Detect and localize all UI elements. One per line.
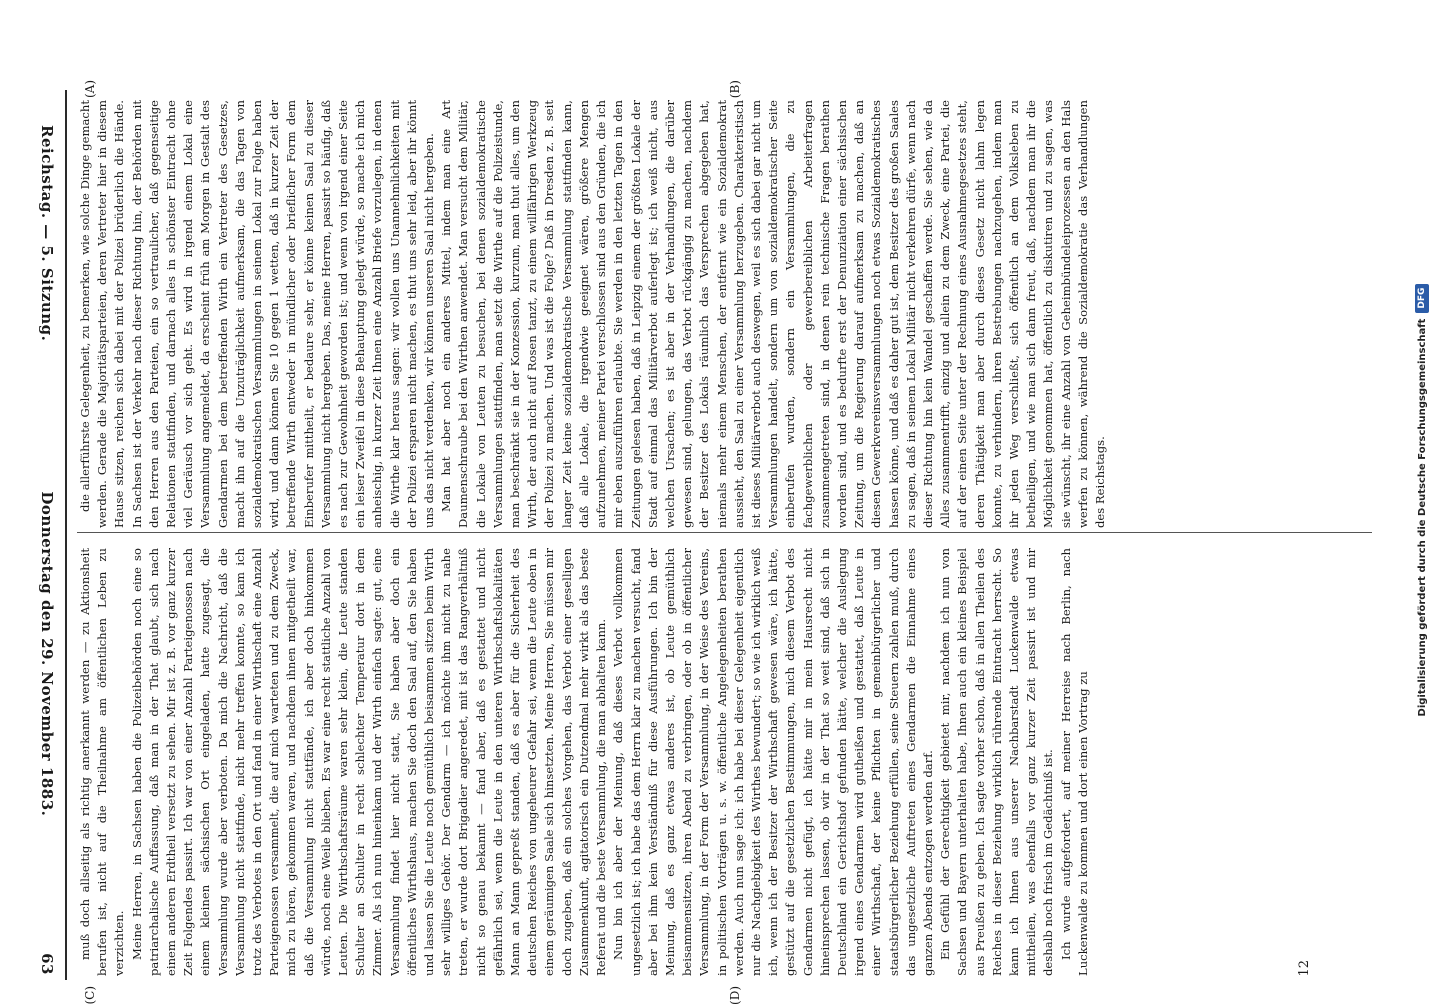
credit-text: Digitalisierung gefördert durch die Deutsche Forschungsgemeinschaft: [1416, 318, 1428, 717]
margin-marker-c: (C): [83, 986, 97, 1005]
page-header: [32, 95, 62, 975]
left-paragraph: Man hat aber noch ein anderes Mittel, indem man eine Art Daumenschraube bei den Wirthen anwendet. Man versucht dem Militär, die Lokale von Leuten zu besuchen, bei denen sozialdemokratische Versammlungen stattfinden, man setzt die Wirthe auf die Polizeistunde, man beschränkt sie in der Konzession, kurzum, man thut alles, um den Wirth, der auch nicht auf Rosen tanzt, zu einem willfährigen Werkzeug der Polizei zu machen. Und was ist die Folge? Daß in Dresden z. B. seit langer Zeit keine sozialdemokratische Versammlung stattfinden kann, daß alle Lokale, die irgendwie geeignet wären, größere Mengen aufzunehmen, meiner Partei verschlossen sind aus den Gründen, die ich mir eben auszuführen erlaubte. Sie werden in den letzten Tagen in den Zeitungen gelesen haben, daß in Leipzig einem der größten Lokale der Stadt auf einmal das Militärverbot auferlegt ist; ich weiß nicht, aus welchen Ursachen; es ist aber in der Verhandlungen, die darüber gewesen sind, gelungen, das Verbot rückgängig zu machen, nachdem der Besitzer des Lokals räumlich das Versprechen abgegeben hat, niemals mehr einem Menschen, der entfernt wie ein Sozialdemokrat aussieht, den Saal zu einer Versammlung herzugeben. Charakteristisch ist dieses Militärverbot auch deswegen, weil es sich dabei gar nicht um Versammlungen handelt, sondern um von sozialdemokratischer Seite einberufen wurden, sondern ein Versammlungen, die zu fachgewerblichen oder gewerbereiblichen Arbeiterfragen zusammengetreten sind, in denen rein technische Fragen berathen worden sind, und es bedurfte erst der Denunziation einer sächsischen Zeitung, um die Regierung darauf aufmerksam zu machen, daß an diesen Gewerkvereinsversammlungen noch etwas Sozialdemokratisches hassen könne, und daß es daher gut ist, dem Besitzer des großen Saales zu sagen, daß in seinem Lokal Militär nicht verkehren dürfe, wenn nach dieser Richtung hin kein Wandel geschaffen werde. Sie sehen, wie da Alles zusammentrifft, einzig und allein zu dem Zweck, eine Partei, die auf der einen Seite unter der Rechnung eines Ausnahmegesetzes steht, deren Thätigkeit man aber durch dieses Gesetz nicht lahm legen konnte, zu verhindern, ihren Bestrebungen nachzugehen, indem man ihr jeden Weg verschließt, sich öffentlich an dem Volksleben zu betheiligen, und wie man sich dann freut, daß, nachdem man ihr die Möglichkeit genommen hat, öffentlich zu diskutiren und zu sagen, was sie wünscht, ihr eine Anzahl von Geheimbündeleiprozessen an den Hals werfen zu können, während die Sozialdemokratie das Verhandlungen des Reichstags.: [439, 100, 1107, 528]
session-date: Donnerstag den 29. November 1883.: [38, 491, 56, 817]
digitization-credit: [1412, 0, 1432, 1000]
margin-marker-b: (B): [728, 80, 742, 99]
right-column: [77, 548, 1372, 976]
right-paragraph: Meine Herren, in Sachsen haben die Polizeibehörden noch eine so patriarchalische Auffassung, daß man in der That glaubt, sich nach einem anderen Erdtheil versetzt zu sehen. Mir ist z. B. vor ganz kurzer Zeit Folgendes passirt. Ich war von einer Anzahl Parteigenossen nach einem kleinen sächsischen Ort eingeladen, hatte zugesagt, die Versammlung wurde aber verboten. Da mich die Nachricht, daß die Versammlung nicht stattfinde, nicht mehr treffen konnte, so kam ich trotz des Verbotes in den Ort und fand in einer Wirthschaft eine Anzahl Parteigenossen versammelt, die auf mich warteten und zu dem Zweck, mich zu hören, gekommen waren, und nachdem ihnen mitgetheilt war, daß die Versammlung nicht stattfände, ich aber doch hinkommen würde, noch eine Weile blieben. Es war eine recht stattliche Anzahl von Leuten. Die Wirthschaftsräume waren sehr klein, die Leute standen Schulter an Schulter in recht schlechter Temperatur dort in dem Zimmer. Als ich nun hineinkam und der Wirth einfach sagte: gut, eine Versammlung findet hier nicht statt, Sie haben aber doch ein öffentliches Wirthshaus, machen Sie doch den Saal auf, den Sie haben und lassen Sie die Leute noch gemüthlich beisammen sitzen beim Wirth sehr williges Gehör. Der Gendarm — ich möchte ihm nicht zu nahe treten, er wurde dort Brigadier angeredet, mit ist das Rangverhältniß nicht so genau bekannt — fand aber, daß es gestattet und nicht gefährlich sei, wenn die Leute in den unteren Wirthschaftslokalitäten Mann an Mann gepreßt standen, daß es aber für die Sicherheit des deutschen Reiches von ungeheurer Gefahr sei, wenn die Leute oben in einem geräumigen Saale sich hinsetzten. Meine Herren, Sie müssen mir doch zugeben, daß ein solches Vorgehen, das Verbot einer geselligen Zusammenkunft, agitatorisch ein Dutzendmal mehr wirkt als das beste Referat und die beste Versammlung, die man abhalten kann.: [129, 548, 609, 976]
right-paragraph: Ich wurde aufgefordert, auf meiner Herreise nach Berlin, nach Luckenwalde zu kommen und dort einen Vortrag zu: [1058, 548, 1090, 976]
column-divider: [77, 532, 1372, 533]
sheet-number: 12: [1297, 960, 1312, 977]
right-paragraph: Nun bin ich aber der Meinung, daß dieses Verbot vollkommen ungesetzlich ist; ich habe das dem Herrn klar zu machen versucht, fand aber bei ihm kein Verständniß für diese Ausführungen. Ich bin der Meinung, daß es ganz etwas anderes ist, ob Leute gemüthlich beisammensitzen, ihren Abend zu verbringen, oder ob in öffentlicher Versammlung, in der Form der Versammlung, in der Weise des Vereins, in politischen Vorträgen u. s. w. öffentliche Angelegenheiten berathen werden. Auch nun sage ich: ich habe bei dieser Gelegenheit eigentlich nur die Nachgiebigkeit des Wirthes bewundert; so wie ich wirklich weiß ich, wenn ich der Besitzer der Wirthschaft gewesen wäre, ich hätte, gestützt auf die gesetzlichen Bestimmungen, mich diesem Verbot des Gendarmen nicht gefügt, ich hätte mir in mein Hausrecht nicht hineinsprechen lassen, ob wir in der That so weit sind, daß sich in Deutschland ein Gerichtshof gefunden hätte, welcher die Auslegung irgend eines Gendarmen wird gutheißen und gestattet, daß Leute in einer Wirthschaft, der keine Pflichten in gemeinbürgerlicher und staatsbürgerlicher Beziehung erfüllen, seine Steuern zahlen muß, durch das ungesetzliche Auftreten eines Gendarmen die Einnahme eines ganzen Abends entzogen werden darf.: [611, 548, 935, 976]
margin-marker-d: (D): [728, 986, 742, 1005]
margin-marker-a: (A): [83, 80, 97, 99]
page-number: 63: [38, 953, 56, 975]
left-paragraph: die allerführste Gelegenheit, zu bemerken, wie solche Dinge gemacht werden. Gerade die Majoritätsparteien, deren Vertreter hier in diesem Hause sitzen, reichen sich dabei mit der Polizei brüderlich die Hände. In Sachsen ist der Verkehr nach dieser Richtung hin, der Behörden mit den Herren aus den Parteien, ein so vertraulicher, daß gegenseitige Relationen stattfinden, und darnach alles in schönster Eintracht ohne viel Geräusch vor sich geht. Es wird in irgend einem Lokal eine Versammlung angemeldet, da erscheint früh am Morgen in Gestalt des Gendarmen bei dem betreffenden Wirth ein Vertreter des Gesetzes, macht ihn auf die Unzuträglichkeit aufmerksam, die das Tagen von sozialdemokratischen Versammlungen in seinem Lokal zur Folge haben wird, und dann können Sie 10 gegen 1 wetten, daß in kurzer Zeit der betreffende Wirth entweder in mündlicher oder brieflicher Form dem Einberufer mittheilt, er bedaure sehr, er könne keinen Saal zu dieser Versammlung nicht hergeben. Das, meine Herren, passirt so häufig, daß es nach zur Gewohnheit geworden ist; und wenn von irgend einer Seite ein leiser Zweifel in diese Behauptung gelegt würde, so mache ich mich anheischig, in kurzer Zeit Ihnen eine Anzahl Briefe vorzulegen, in denen die Wirthe klar heraus sagen: wir wollen uns Unannehmlichkeiten mit der Polizei ersparen nicht machen, es thut uns sehr leid, aber ihr könnt uns das nicht verdenken, wir können unseren Saal nicht hergeben.: [78, 100, 437, 528]
header-rule: [65, 90, 67, 980]
right-paragraph: Ein Gefühl der Gerechtigkeit gebietet mir, nachdem ich nun von Sachsen und Bayern unterhalten habe, Ihnen auch ein kleines Beispiel aus Preußen zu geben. Ich sagte vorher schon, daß in allen Theilen des Reiches in dieser Beziehung wirklich rührende Eintracht herrscht. So kann ich Ihnen aus unserer Nachbarstadt Luckenwalde etwas mittheilen, was ebenfalls vor ganz kurzer Zeit passirt ist und mir deshalb noch frisch im Gedächtniß ist.: [938, 548, 1056, 976]
left-column: [77, 100, 1372, 528]
dfg-logo: DFG: [1415, 284, 1429, 313]
right-paragraph: muß doch allseitig als richtig anerkannt werden — zu Aktionsheit berufen ist, nicht auf die Theilnahme am öffentlichen Leben zu verzichten.: [78, 548, 127, 976]
session-title: Reichstag. — 5. Sitzung.: [38, 125, 56, 342]
